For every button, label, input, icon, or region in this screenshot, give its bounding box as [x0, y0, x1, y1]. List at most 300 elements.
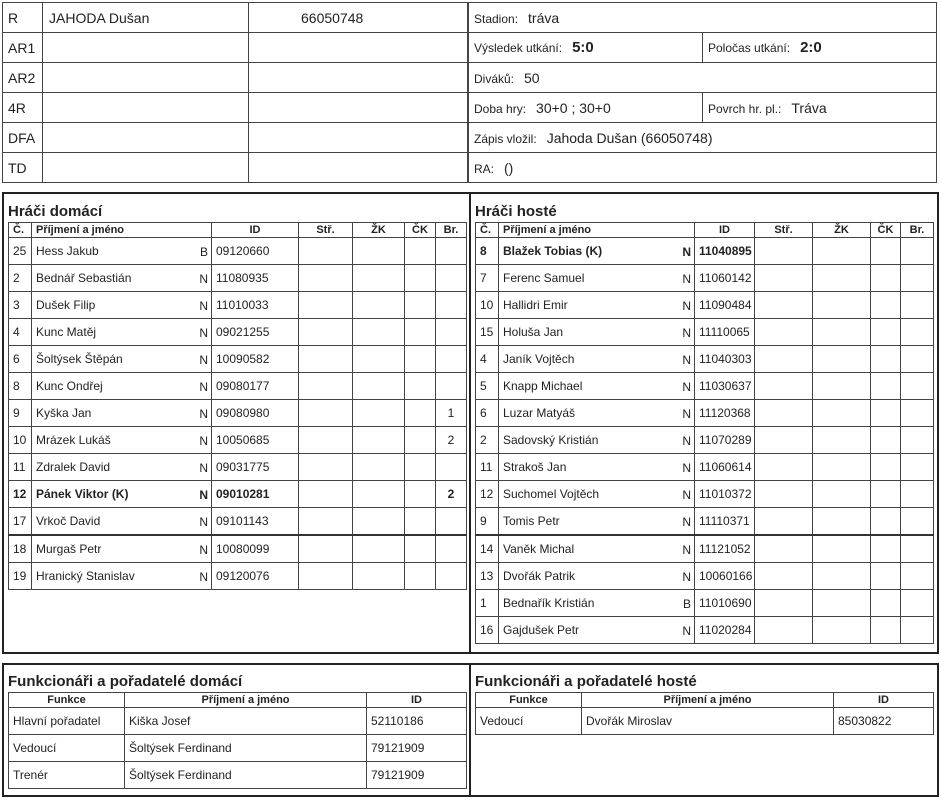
official-row	[9, 708, 467, 735]
officials-header-row	[476, 693, 934, 708]
player-name: Blažek Tobias (K)	[503, 244, 603, 258]
officials-header-row	[9, 693, 467, 708]
player-str	[755, 590, 813, 617]
player-goals	[901, 454, 934, 481]
player-row	[476, 563, 934, 590]
player-str	[755, 319, 813, 346]
col-header-role: Funkce	[476, 693, 582, 708]
player-name-cell	[32, 238, 212, 265]
player-id: 11030637	[695, 373, 755, 400]
player-position: N	[199, 407, 208, 421]
player-position: N	[682, 407, 691, 421]
player-name: Luzar Matyáš	[503, 406, 576, 420]
result-cell	[469, 33, 703, 63]
player-yellow-card	[353, 427, 405, 454]
referee-name	[43, 153, 249, 183]
player-goals	[901, 481, 934, 508]
player-red-card	[405, 346, 436, 373]
player-red-card	[871, 454, 901, 481]
player-name: Janík Vojtěch	[503, 352, 575, 366]
referee-row	[3, 153, 468, 183]
player-position: N	[199, 515, 208, 529]
player-row	[9, 508, 467, 536]
stadium-label: Stadion:	[474, 11, 519, 26]
player-row	[476, 346, 934, 373]
player-row	[9, 535, 467, 563]
referee-role: AR1	[3, 33, 43, 63]
player-position: N	[682, 543, 691, 557]
player-red-card	[405, 427, 436, 454]
player-str	[299, 346, 353, 373]
referee-row	[3, 33, 468, 63]
halftime-cell	[703, 33, 937, 63]
player-str	[755, 563, 813, 590]
player-yellow-card	[813, 400, 871, 427]
player-name-cell	[32, 292, 212, 319]
player-yellow-card	[353, 373, 405, 400]
player-goals	[436, 265, 467, 292]
duration-label: Doba hry:	[474, 101, 527, 116]
player-number: 8	[476, 238, 499, 265]
player-position: N	[199, 272, 208, 286]
player-number: 7	[476, 265, 499, 292]
referee-id: 66050748	[249, 3, 468, 33]
player-red-card	[405, 454, 436, 481]
player-name: Pánek Viktor (K)	[36, 487, 129, 501]
home-players-block	[8, 200, 466, 590]
player-id: 11040303	[695, 346, 755, 373]
referee-role: AR2	[3, 63, 43, 93]
player-number: 2	[476, 427, 499, 454]
player-row	[9, 563, 467, 590]
player-goals	[436, 319, 467, 346]
player-number: 1	[476, 590, 499, 617]
player-row	[476, 427, 934, 454]
player-row	[476, 454, 934, 481]
player-row	[9, 346, 467, 373]
player-row	[476, 265, 934, 292]
player-name-cell	[32, 563, 212, 590]
player-goals	[901, 238, 934, 265]
col-header-yellow-card: ŽK	[353, 223, 405, 238]
player-goals	[901, 265, 934, 292]
player-goals	[901, 508, 934, 536]
player-yellow-card	[813, 292, 871, 319]
player-name-cell	[32, 346, 212, 373]
player-row	[476, 590, 934, 617]
player-goals	[901, 292, 934, 319]
player-str	[299, 454, 353, 481]
referees-panel	[2, 2, 468, 181]
official-name: Šoltýsek Ferdinand	[125, 762, 367, 789]
player-name: Bednář Sebastián	[36, 271, 132, 285]
player-str	[755, 292, 813, 319]
player-row	[476, 508, 934, 536]
player-position: N	[682, 299, 691, 313]
player-row	[476, 535, 934, 563]
referee-id	[249, 63, 468, 93]
player-red-card	[871, 427, 901, 454]
col-header-number: Č.	[476, 223, 499, 238]
player-yellow-card	[813, 427, 871, 454]
player-name-cell	[499, 508, 695, 536]
result-value: 5:0	[572, 39, 594, 56]
player-goals	[436, 508, 467, 536]
player-number: 6	[476, 400, 499, 427]
player-row	[9, 427, 467, 454]
player-position: N	[199, 461, 208, 475]
spectators-label: Diváků:	[474, 71, 515, 86]
player-id: 11020284	[695, 617, 755, 644]
player-yellow-card	[353, 563, 405, 590]
player-name: Hranický Stanislav	[36, 569, 135, 583]
player-name-cell	[499, 265, 695, 292]
referee-role: 4R	[3, 93, 43, 123]
referee-role: DFA	[3, 123, 43, 153]
player-goals	[901, 373, 934, 400]
player-id: 09080177	[212, 373, 299, 400]
player-yellow-card	[813, 617, 871, 644]
player-name: Hess Jakub	[36, 244, 99, 258]
player-goals: 2	[436, 481, 467, 508]
col-header-id: ID	[695, 223, 755, 238]
player-number: 16	[476, 617, 499, 644]
player-row	[9, 238, 467, 265]
player-red-card	[871, 265, 901, 292]
player-yellow-card	[353, 400, 405, 427]
player-yellow-card	[353, 292, 405, 319]
col-header-yellow-card: ŽK	[813, 223, 871, 238]
player-name-cell	[499, 481, 695, 508]
referee-role: TD	[3, 153, 43, 183]
player-str	[755, 427, 813, 454]
col-header-name: Příjmení a jméno	[125, 693, 367, 708]
ra-value: ()	[504, 159, 514, 176]
col-header-id: ID	[367, 693, 467, 708]
player-id: 09080980	[212, 400, 299, 427]
player-position: N	[199, 353, 208, 367]
player-number: 14	[476, 535, 499, 563]
player-row	[9, 319, 467, 346]
col-header-name: Příjmení a jméno	[499, 223, 695, 238]
player-name-cell	[32, 481, 212, 508]
player-id: 11010033	[212, 292, 299, 319]
player-row	[9, 265, 467, 292]
player-yellow-card	[353, 454, 405, 481]
official-role: Trenér	[9, 762, 125, 789]
col-header-name: Příjmení a jméno	[582, 693, 834, 708]
player-name-cell	[499, 617, 695, 644]
away-players-block	[475, 200, 933, 644]
player-str	[755, 400, 813, 427]
player-red-card	[871, 563, 901, 590]
player-red-card	[871, 346, 901, 373]
official-id: 85030822	[834, 708, 934, 735]
player-name: Knapp Michael	[503, 379, 583, 393]
player-name: Tomis Petr	[503, 514, 560, 528]
player-name: Suchomel Vojtěch	[503, 487, 600, 501]
player-name: Kyška Jan	[36, 406, 92, 420]
official-name: Dvořák Miroslav	[582, 708, 834, 735]
player-id: 11121052	[695, 535, 755, 563]
player-position: N	[682, 461, 691, 475]
player-name: Murgaš Petr	[36, 542, 102, 556]
official-row	[9, 735, 467, 762]
player-yellow-card	[813, 265, 871, 292]
player-yellow-card	[813, 319, 871, 346]
home-players-title: Hráči domácí	[8, 203, 103, 220]
player-id: 11060614	[695, 454, 755, 481]
surface-cell	[703, 93, 937, 123]
player-red-card	[405, 373, 436, 400]
player-number: 4	[9, 319, 32, 346]
player-number: 8	[9, 373, 32, 400]
player-yellow-card	[353, 535, 405, 563]
player-name: Bednařík Kristián	[503, 596, 595, 610]
player-row	[476, 400, 934, 427]
player-name-cell	[32, 427, 212, 454]
referee-id	[249, 33, 468, 63]
player-number: 15	[476, 319, 499, 346]
player-id: 11040895	[695, 238, 755, 265]
officials-divider	[469, 663, 471, 797]
player-goals	[436, 346, 467, 373]
player-yellow-card	[813, 481, 871, 508]
player-name-cell	[32, 265, 212, 292]
away-officials-block	[475, 670, 933, 735]
player-name-cell	[499, 319, 695, 346]
player-str	[755, 373, 813, 400]
entered-by-cell	[469, 123, 937, 153]
ra-cell	[469, 153, 937, 183]
official-role: Vedoucí	[476, 708, 582, 735]
player-id: 11010372	[695, 481, 755, 508]
entered-by-label: Zápis vložil:	[474, 131, 537, 146]
player-name: Gajdušek Petr	[503, 623, 580, 637]
referee-id	[249, 153, 468, 183]
referee-row	[3, 3, 468, 33]
player-position: N	[682, 326, 691, 340]
player-position: N	[682, 624, 691, 638]
player-goals	[901, 427, 934, 454]
away-players-table	[475, 222, 934, 644]
away-officials-title: Funkcionáři a pořadatelé hosté	[475, 673, 697, 690]
player-position: N	[199, 488, 208, 502]
referee-row	[3, 63, 468, 93]
player-str	[299, 427, 353, 454]
player-position: N	[682, 434, 691, 448]
player-id: 11120368	[695, 400, 755, 427]
player-str	[299, 508, 353, 536]
player-name-cell	[32, 400, 212, 427]
player-row	[476, 292, 934, 319]
player-yellow-card	[353, 265, 405, 292]
player-red-card	[405, 292, 436, 319]
player-id: 11070289	[695, 427, 755, 454]
referee-id	[249, 93, 468, 123]
official-row	[476, 708, 934, 735]
col-header-red-card: ČK	[405, 223, 436, 238]
player-red-card	[405, 265, 436, 292]
player-goals	[436, 373, 467, 400]
players-divider	[469, 192, 471, 654]
player-goals	[436, 292, 467, 319]
player-red-card	[871, 400, 901, 427]
player-str	[299, 292, 353, 319]
player-name: Zdralek David	[36, 460, 111, 474]
player-id: 11060142	[695, 265, 755, 292]
col-header-red-card: ČK	[871, 223, 901, 238]
ra-label: RA:	[474, 161, 495, 176]
spectators-cell	[469, 63, 937, 93]
player-position: N	[682, 570, 691, 584]
player-goals	[436, 535, 467, 563]
player-id: 10060166	[695, 563, 755, 590]
player-row	[9, 481, 467, 508]
player-str	[299, 400, 353, 427]
player-id: 09120660	[212, 238, 299, 265]
official-id: 52110186	[367, 708, 467, 735]
player-red-card	[871, 508, 901, 536]
player-number: 2	[9, 265, 32, 292]
player-yellow-card	[813, 535, 871, 563]
player-position: N	[682, 245, 691, 259]
stadium-cell	[469, 3, 937, 33]
player-name-cell	[499, 238, 695, 265]
player-str	[299, 319, 353, 346]
player-red-card	[405, 400, 436, 427]
player-position: N	[199, 299, 208, 313]
player-name: Sadovský Kristián	[503, 433, 599, 447]
player-name-cell	[32, 508, 212, 536]
player-position: N	[199, 543, 208, 557]
player-goals	[901, 563, 934, 590]
player-red-card	[871, 319, 901, 346]
players-header-row	[476, 223, 934, 238]
player-str	[755, 617, 813, 644]
player-name: Kunc Ondřej	[36, 379, 103, 393]
home-officials-block	[8, 670, 466, 789]
player-id: 11110065	[695, 319, 755, 346]
player-name-cell	[32, 319, 212, 346]
official-role: Vedoucí	[9, 735, 125, 762]
referee-name	[43, 123, 249, 153]
player-str	[299, 563, 353, 590]
player-str	[755, 238, 813, 265]
away-players-title: Hráči hosté	[475, 203, 557, 220]
player-str	[299, 535, 353, 563]
player-row	[9, 292, 467, 319]
official-id: 79121909	[367, 762, 467, 789]
surface-label: Povrch hr. pl.:	[708, 101, 782, 116]
col-header-id: ID	[834, 693, 934, 708]
stadium-value: tráva	[528, 9, 560, 26]
player-id: 10050685	[212, 427, 299, 454]
match-info-panel	[468, 2, 937, 181]
official-name: Šoltýsek Ferdinand	[125, 735, 367, 762]
result-label: Výsledek utkání:	[474, 41, 563, 55]
duration-value: 30+0 ; 30+0	[536, 99, 611, 116]
player-number: 9	[476, 508, 499, 536]
col-header-name: Příjmení a jméno	[32, 223, 212, 238]
player-position: N	[199, 326, 208, 340]
player-position: N	[199, 434, 208, 448]
player-number: 19	[9, 563, 32, 590]
player-str	[299, 238, 353, 265]
entered-by-value: Jahoda Dušan (66050748)	[546, 129, 713, 146]
player-goals	[901, 590, 934, 617]
player-str	[299, 373, 353, 400]
col-header-goals: Br.	[436, 223, 467, 238]
official-id: 79121909	[367, 735, 467, 762]
player-name: Vrkoč David	[36, 514, 101, 528]
player-id: 10080099	[212, 535, 299, 563]
player-red-card	[405, 238, 436, 265]
player-str	[755, 481, 813, 508]
player-position: B	[682, 597, 691, 611]
col-header-str: Stř.	[299, 223, 353, 238]
player-name: Kunc Matěj	[36, 325, 97, 339]
player-number: 18	[9, 535, 32, 563]
referee-row	[3, 93, 468, 123]
player-yellow-card	[813, 590, 871, 617]
col-header-id: ID	[212, 223, 299, 238]
player-red-card	[871, 481, 901, 508]
referee-name	[43, 93, 249, 123]
player-name: Dvořák Patrik	[503, 569, 576, 583]
player-name-cell	[499, 346, 695, 373]
player-yellow-card	[813, 373, 871, 400]
player-goals	[436, 238, 467, 265]
player-number: 6	[9, 346, 32, 373]
player-goals	[436, 454, 467, 481]
player-number: 25	[9, 238, 32, 265]
referees-table	[2, 2, 468, 183]
player-name: Strakoš Jan	[503, 460, 567, 474]
player-name: Mrázek Lukáš	[36, 433, 111, 447]
player-red-card	[405, 563, 436, 590]
referee-name: JAHODA Dušan	[43, 3, 249, 33]
referee-row	[3, 123, 468, 153]
player-yellow-card	[813, 563, 871, 590]
referee-id	[249, 123, 468, 153]
player-number: 12	[476, 481, 499, 508]
player-yellow-card	[353, 346, 405, 373]
player-id: 09021255	[212, 319, 299, 346]
player-position: N	[682, 488, 691, 502]
player-number: 4	[476, 346, 499, 373]
player-red-card	[871, 590, 901, 617]
col-header-number: Č.	[9, 223, 32, 238]
player-goals	[901, 617, 934, 644]
player-id: 09120076	[212, 563, 299, 590]
referee-name	[43, 33, 249, 63]
col-header-goals: Br.	[901, 223, 934, 238]
player-yellow-card	[353, 508, 405, 536]
player-number: 17	[9, 508, 32, 536]
player-number: 10	[476, 292, 499, 319]
player-red-card	[871, 373, 901, 400]
player-row	[9, 400, 467, 427]
player-id: 11080935	[212, 265, 299, 292]
player-goals: 2	[436, 427, 467, 454]
player-red-card	[405, 535, 436, 563]
player-yellow-card	[813, 346, 871, 373]
player-id: 11110371	[695, 508, 755, 536]
player-row	[476, 481, 934, 508]
player-red-card	[405, 319, 436, 346]
referee-name	[43, 63, 249, 93]
